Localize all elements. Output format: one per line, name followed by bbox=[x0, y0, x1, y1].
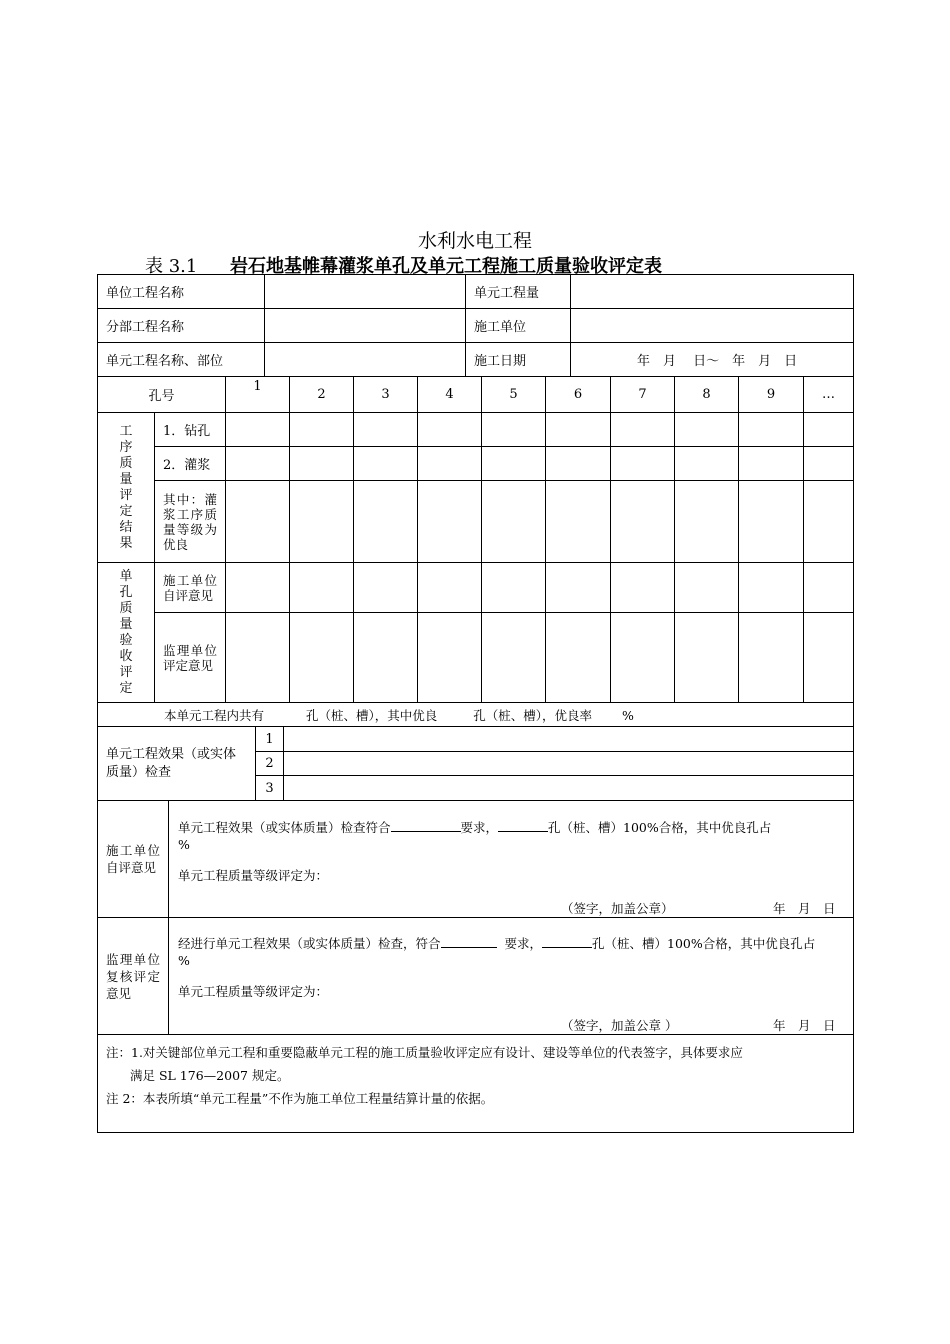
grid-cell[interactable] bbox=[675, 447, 739, 481]
hole-number: 3 bbox=[354, 377, 418, 413]
note-2: 注 2：本表所填“单元工程量”不作为施工单位工程量结算计量的依据。 bbox=[106, 1091, 494, 1106]
grid-cell[interactable] bbox=[611, 613, 675, 703]
grid-cell[interactable] bbox=[290, 563, 354, 613]
contractor-eval-body[interactable]: 单元工程效果（或实体质量）检查符合 要求， 孔（桩、槽）100%合格，其中优良孔占 % 单元工程质量等级评定为： （签字，加盖公章） 年 月 日 bbox=[169, 801, 854, 918]
unit-project-name-field[interactable] bbox=[265, 275, 466, 309]
construction-date-field[interactable]: 年 月 日～ 年 月 日 bbox=[571, 343, 854, 377]
grid-cell[interactable] bbox=[546, 413, 611, 447]
grid-cell[interactable] bbox=[482, 613, 546, 703]
notes-cell bbox=[98, 1035, 854, 1133]
hole-number: … bbox=[804, 377, 854, 413]
hole-number: 6 bbox=[546, 377, 611, 413]
grid-cell[interactable] bbox=[482, 413, 546, 447]
grid-cell[interactable] bbox=[804, 447, 854, 481]
grid-cell[interactable] bbox=[675, 613, 739, 703]
grid-cell[interactable] bbox=[354, 563, 418, 613]
summary-text-2: 孔（桩、槽），其中优良 bbox=[306, 707, 438, 723]
grid-cell[interactable] bbox=[675, 413, 739, 447]
hole-number: 4 bbox=[418, 377, 482, 413]
grid-cell[interactable] bbox=[354, 413, 418, 447]
hole-number: 2 bbox=[290, 377, 354, 413]
sub-project-name-label: 分部工程名称 bbox=[98, 309, 265, 343]
grid-cell[interactable] bbox=[739, 447, 804, 481]
drilling-label: 1．钻孔 bbox=[155, 413, 226, 447]
effect-row-number: 2 bbox=[256, 752, 284, 776]
contractor-label: 施工单位 bbox=[466, 309, 571, 343]
table-number: 表 3.1 bbox=[145, 256, 198, 277]
supervisor-eval-label: 监理单位复核评定意见 bbox=[98, 918, 169, 1035]
hole-number: 9 bbox=[739, 377, 804, 413]
grid-cell[interactable] bbox=[226, 563, 290, 613]
effect-row-field[interactable] bbox=[284, 752, 854, 776]
grid-cell[interactable] bbox=[804, 563, 854, 613]
grid-cell[interactable] bbox=[804, 613, 854, 703]
hole-number-label: 孔号 bbox=[98, 377, 226, 413]
grid-cell[interactable] bbox=[354, 613, 418, 703]
summary-text-1: 本单元工程内共有 bbox=[164, 707, 265, 723]
grid-cell[interactable] bbox=[546, 613, 611, 703]
grid-cell[interactable] bbox=[482, 563, 546, 613]
grid-cell[interactable] bbox=[611, 563, 675, 613]
grid-cell[interactable] bbox=[418, 613, 482, 703]
grid-cell[interactable] bbox=[482, 481, 546, 563]
grid-cell[interactable] bbox=[546, 447, 611, 481]
unit-work-quantity-field[interactable] bbox=[571, 275, 854, 309]
grid-cell[interactable] bbox=[290, 613, 354, 703]
grid-cell[interactable] bbox=[611, 481, 675, 563]
grid-cell[interactable] bbox=[418, 563, 482, 613]
info-table bbox=[97, 274, 854, 377]
hole-number: 1 bbox=[226, 377, 290, 413]
grid-cell[interactable] bbox=[804, 413, 854, 447]
unit-work-name-field[interactable] bbox=[265, 343, 466, 377]
grid-cell[interactable] bbox=[611, 447, 675, 481]
grid-cell[interactable] bbox=[739, 481, 804, 563]
grid-cell[interactable] bbox=[739, 613, 804, 703]
grid-cell[interactable] bbox=[739, 563, 804, 613]
grouting-excellent-label: 其中：灌浆工序质量等级为优良 bbox=[155, 481, 226, 563]
contractor-field[interactable] bbox=[571, 309, 854, 343]
note-1-continued: 满足 SL 176—2007 规定。 bbox=[130, 1068, 290, 1083]
grid-cell[interactable] bbox=[226, 447, 290, 481]
summary-text-3: 孔（桩、槽），优良率 bbox=[473, 707, 593, 723]
effect-row-field[interactable] bbox=[284, 727, 854, 752]
unit-work-quantity-label: 单元工程量 bbox=[466, 275, 571, 309]
grid-cell[interactable] bbox=[354, 481, 418, 563]
effect-row-number: 3 bbox=[256, 776, 284, 801]
note-1: 注：1.对关键部位单元工程和重要隐蔽单元工程的施工质量验收评定应有设计、建设等单位的代表签字，具体要求应 bbox=[106, 1045, 743, 1060]
grid-cell[interactable] bbox=[482, 447, 546, 481]
contractor-date: 年 月 日 bbox=[773, 901, 836, 916]
single-hole-contractor-label: 施工单位自评意见 bbox=[155, 563, 226, 613]
effect-row-field[interactable] bbox=[284, 776, 854, 801]
grid-cell[interactable] bbox=[290, 481, 354, 563]
grid-cell[interactable] bbox=[546, 563, 611, 613]
supervisor-signature-note: （签字，加盖公章 ） bbox=[561, 1018, 678, 1033]
single-hole-supervisor-label: 监理单位评定意见 bbox=[155, 613, 226, 703]
summary-row bbox=[98, 703, 854, 727]
grid-cell[interactable] bbox=[418, 481, 482, 563]
grid-cell[interactable] bbox=[611, 413, 675, 447]
unit-work-name-label: 单元工程名称、部位 bbox=[98, 343, 265, 377]
supervisor-date: 年 月 日 bbox=[773, 1018, 836, 1033]
form-title: 岩石地基帷幕灌浆单孔及单元工程施工质量验收评定表 bbox=[230, 256, 662, 277]
hole-number: 8 bbox=[675, 377, 739, 413]
summary-text-4: % bbox=[622, 707, 634, 723]
construction-date-label: 施工日期 bbox=[466, 343, 571, 377]
hole-number: 7 bbox=[611, 377, 675, 413]
hole-number: 5 bbox=[482, 377, 546, 413]
grouting-label: 2．灌浆 bbox=[155, 447, 226, 481]
single-hole-group-label: 单孔质量验收评定 bbox=[98, 563, 155, 703]
holes-table bbox=[97, 376, 854, 727]
effect-check-table bbox=[97, 726, 854, 801]
grid-cell[interactable] bbox=[739, 413, 804, 447]
document-category: 水利水电工程 bbox=[417, 230, 532, 252]
unit-project-name-label: 单位工程名称 bbox=[98, 275, 265, 309]
grid-cell[interactable] bbox=[226, 613, 290, 703]
sub-project-name-field[interactable] bbox=[265, 309, 466, 343]
grid-cell[interactable] bbox=[290, 447, 354, 481]
grid-cell[interactable] bbox=[354, 447, 418, 481]
grid-cell[interactable] bbox=[226, 413, 290, 447]
grid-cell[interactable] bbox=[675, 563, 739, 613]
grid-cell[interactable] bbox=[546, 481, 611, 563]
grid-cell[interactable] bbox=[290, 413, 354, 447]
grid-cell[interactable] bbox=[226, 481, 290, 563]
process-group-label: 工序质量评定结果 bbox=[98, 413, 155, 563]
contractor-signature-note: （签字，加盖公章） bbox=[561, 901, 674, 916]
grid-cell[interactable] bbox=[418, 447, 482, 481]
grid-cell[interactable] bbox=[675, 481, 739, 563]
evaluation-table bbox=[97, 800, 854, 1133]
supervisor-eval-body[interactable]: 经进行单元工程效果（或实体质量）检查，符合 要求， 孔（桩、槽）100%合格，其中优良孔占% 单元工程质量等级评定为： （签字，加盖公章 ） 年 月 日 bbox=[169, 918, 854, 1035]
grid-cell[interactable] bbox=[804, 481, 854, 563]
effect-row-number: 1 bbox=[256, 727, 284, 752]
contractor-eval-label: 施工单位自评意见 bbox=[98, 801, 169, 918]
grid-cell[interactable] bbox=[418, 413, 482, 447]
effect-check-label: 单元工程效果（或实体质量）检查 bbox=[98, 727, 256, 801]
